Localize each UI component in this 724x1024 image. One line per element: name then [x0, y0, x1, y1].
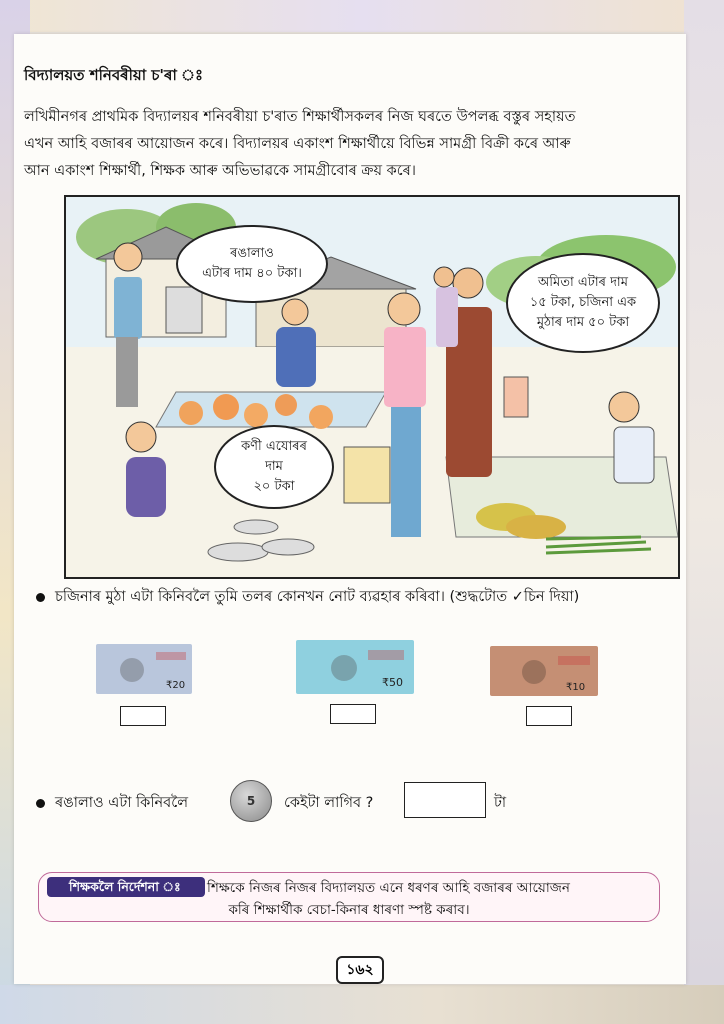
- note-10: [490, 646, 598, 696]
- background-right: [684, 0, 724, 1024]
- question-2-after: কেইটা লাগিব ?: [284, 795, 374, 811]
- question-2: [36, 792, 188, 816]
- bubble-line: ২০ টকা: [253, 479, 295, 494]
- answer-unit: টা: [494, 795, 507, 811]
- note-value: ₹10: [566, 682, 586, 693]
- paragraph-line: আন একাংশ শিক্ষাৰ্থী, শিক্ষক আৰু অভিভাৱকে সামগ্ৰীবোৰ ক্ৰয় কৰে।: [24, 163, 416, 179]
- note-20: [96, 644, 192, 694]
- question-2-before: ৰঙালাও এটা কিনিবলৈ: [55, 795, 189, 811]
- paragraph-line: লখিমীনগৰ প্ৰাথমিক বিদ্যালয়ৰ শনিবৰীয়া চ'ৰাত শিক্ষাৰ্থীসকলৰ নিজ ঘৰতে উপলব্ধ বস্তুৰ সহায়ত: [24, 109, 576, 125]
- bubble-line: কণী এযোৰৰ: [241, 439, 307, 454]
- background-bottom: [0, 985, 724, 1024]
- coin-value: 5: [246, 794, 256, 808]
- coin-5-icon: [230, 780, 272, 822]
- checkbox-note-50[interactable]: [330, 704, 376, 724]
- question-1: [36, 586, 579, 610]
- bubble-line: অমিতা এটাৰ দাম: [538, 275, 628, 290]
- bubble-line: ১৫ টকা, চজিনা এক: [529, 295, 637, 310]
- teacher-instruction-box: [38, 872, 660, 922]
- bubble-line: মুঠাৰ দাম ৫০ টকা: [536, 315, 630, 330]
- section-title: বিদ্যালয়ত শনিবৰীয়া চ'ৰা ঃ: [24, 66, 204, 84]
- note-value: ₹50: [382, 676, 403, 689]
- bubble-line: ৰঙালাও: [230, 246, 274, 261]
- textbook-page: [14, 34, 686, 984]
- intro-paragraph: [24, 104, 684, 185]
- checkbox-note-10[interactable]: [526, 706, 572, 726]
- note-value: ₹20: [166, 680, 186, 691]
- market-illustration: [64, 195, 680, 579]
- bubble-line: দাম: [265, 459, 283, 474]
- answer-input-coins[interactable]: [404, 782, 486, 818]
- teacher-instruction-line: শিক্ষকে নিজৰ নিজৰ বিদ্যালয়ত এনে ধৰণৰ আহি বজাৰৰ আয়োজন: [207, 880, 570, 896]
- speech-bubble-pumpkin: [176, 225, 328, 303]
- background-top: [0, 0, 724, 32]
- note-50: [296, 640, 414, 694]
- checkbox-note-20[interactable]: [120, 706, 166, 726]
- speech-bubble-vegetables: [506, 253, 660, 353]
- bullet-icon: [36, 799, 45, 808]
- bubble-line: এটাৰ দাম ৪০ টকা।: [202, 266, 302, 281]
- page-number: ১৬২: [336, 956, 384, 984]
- teacher-instruction-line: কৰি শিক্ষাৰ্থীক বেচা-কিনাৰ ধাৰণা স্পষ্ট কৰাব।: [228, 902, 470, 918]
- teacher-instruction-label: শিক্ষকলৈ নিৰ্দেশনা ঃ: [47, 877, 205, 897]
- speech-bubble-egg: [214, 425, 334, 509]
- question-1-text: চজিনাৰ মুঠা এটা কিনিবলৈ তুমি তলৰ কোনখন নোট ব্যৱহাৰ কৰিবা। (শুদ্ধটোত ✓চিন দিয়া): [55, 589, 580, 605]
- bullet-icon: [36, 593, 45, 602]
- paragraph-line: এখন আহি বজাৰৰ আয়োজন কৰে। বিদ্যালয়ৰ একাংশ শিক্ষাৰ্থীয়ে বিভিন্ন সামগ্ৰী বিক্ৰী কৰে আৰু: [24, 136, 571, 152]
